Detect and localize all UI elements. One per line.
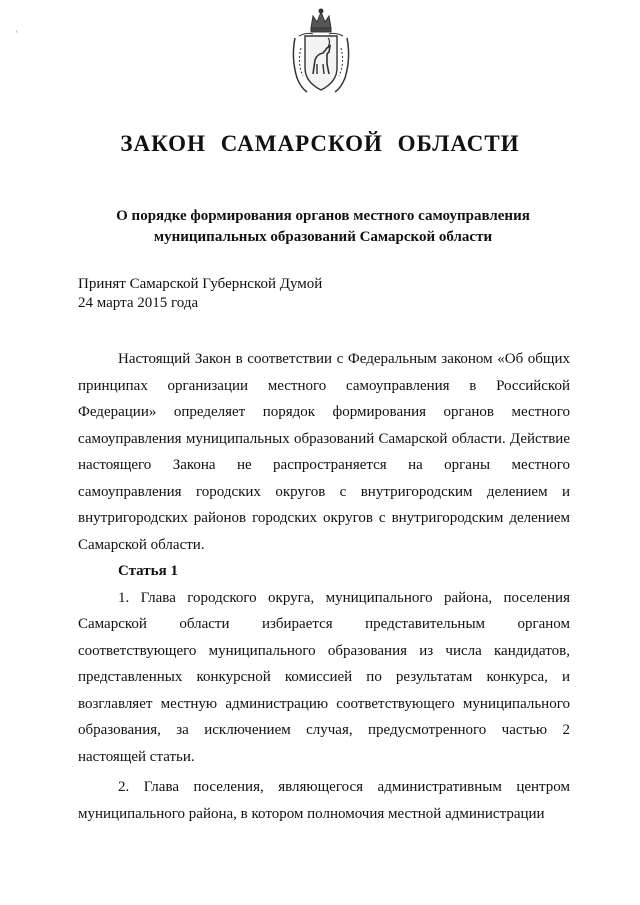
- document-body: [78, 346, 570, 827]
- scan-mark: ': [16, 29, 18, 39]
- document-heading: ЗАКОН САМАРСКОЙ ОБЛАСТИ: [120, 131, 520, 156]
- law-title: [80, 206, 566, 248]
- preamble-paragraph: Настоящий Закон в соответствии с Федеральным законом «Об общих принципах организации местного самоуправления в Российской Федерации» определяет порядок формирования органов местного самоуправления муниципальных образований Самарской области. Действие настоящего Закона не распространяется на органы местного самоуправления городских округов с внутригородским делением и внутригородских районов городских округов с внутригородским делением Самарской области.: [78, 351, 570, 553]
- adoption-info: [78, 275, 558, 313]
- article-1-part-2: 2. Глава поселения, являющегося административным центром муниципального района, в котором полномочия местной администрации: [78, 779, 570, 822]
- law-title-line-2: муниципальных образований Самарской области: [153, 229, 493, 245]
- adopted-date: 24 марта 2015 года: [78, 295, 199, 311]
- adopted-by: Принят Самарской Губернской Думой: [78, 276, 323, 292]
- samara-coat-of-arms-icon: [287, 8, 355, 96]
- article-1-part-1: 1. Глава городского округа, муниципального района, поселения Самарской области избирается представительным органом соответствующего муниципального образования из числа кандидатов, представленных конкурсной комиссией по результатам конкурса, и возглавляет местную администрацию соответствующего муниципального образования, за исключением случая, предусмотренного частью 2 настоящей статьи.: [78, 589, 570, 765]
- law-title-line-1: О порядке формирования органов местного самоуправления: [116, 208, 530, 224]
- article-1-heading: Статья 1: [118, 563, 178, 579]
